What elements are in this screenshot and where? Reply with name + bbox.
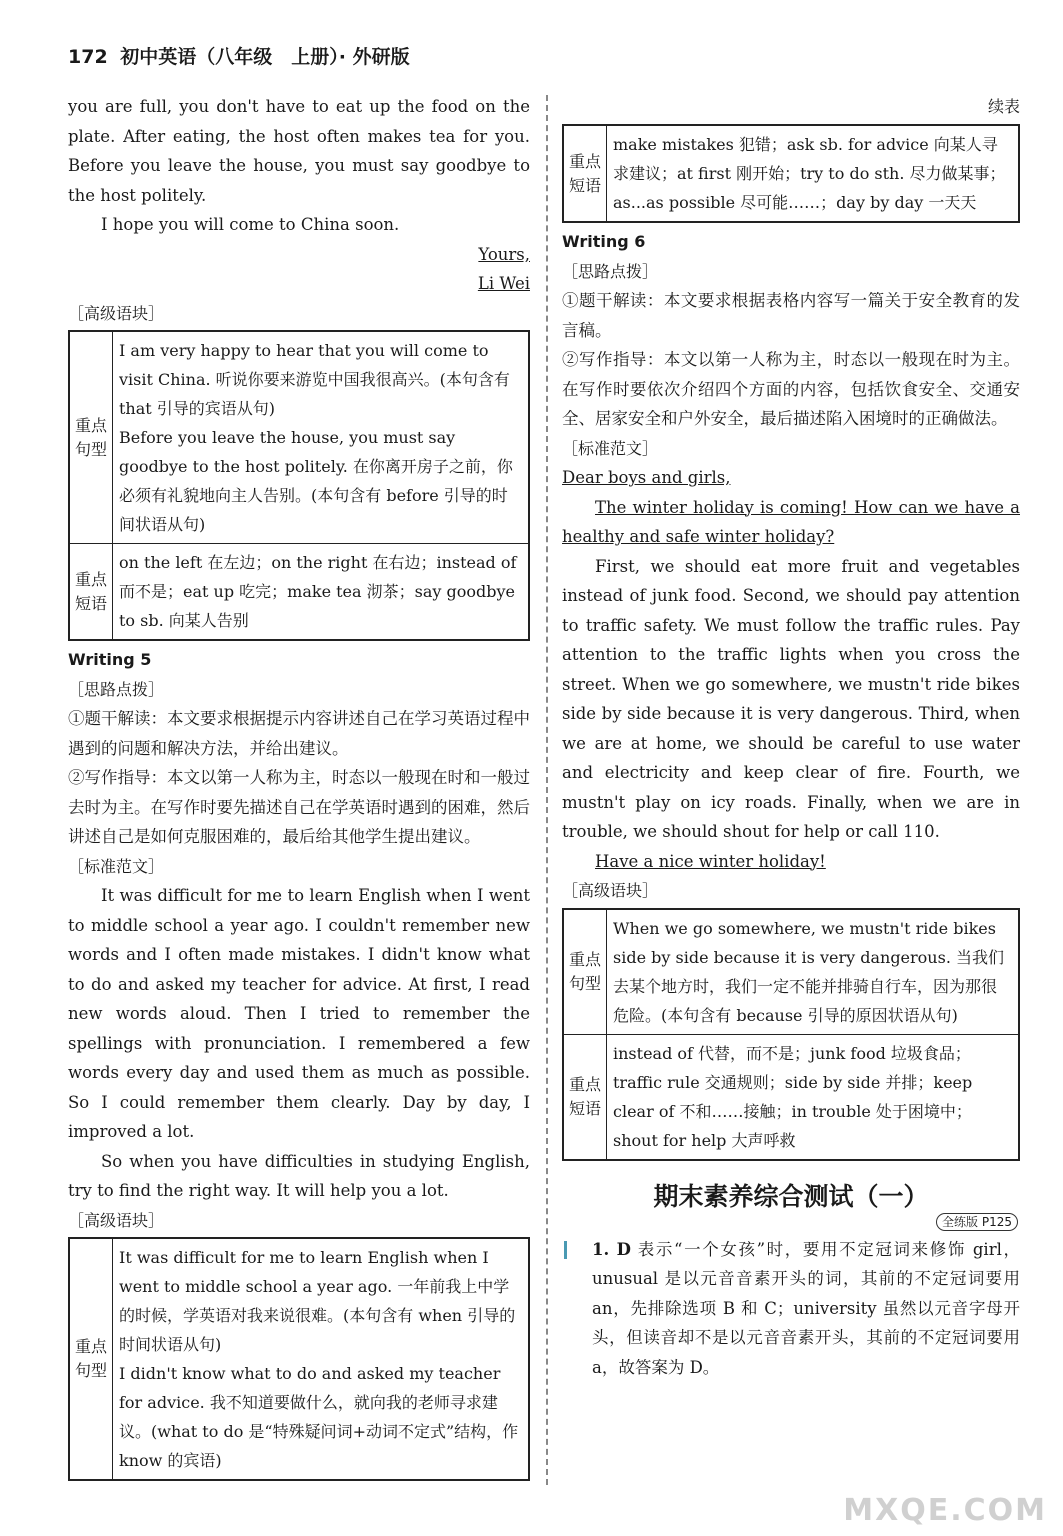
key-points-table	[68, 1237, 530, 1481]
table-row-label: 重点句型	[563, 909, 607, 1035]
key-points-table	[68, 330, 530, 641]
sign-off: Yours,	[478, 244, 530, 264]
test-title: 期末素养综合测试（一）	[653, 1181, 929, 1211]
table-cell	[113, 1238, 530, 1480]
essay-paragraph: It was difficult for me to learn English when I went to middle school a year ago. I couldn't remember new words and I often made mistakes. I didn't know what to do and asked my teacher for advice. At first, I read new words aloud. Then I tried to remember the spellings with pronunciation. I remembered a few words every day and used them as much as possible. So I could remember them clearly. Day by day, I improved a lot.	[68, 886, 530, 1141]
essay-greeting: Dear boys and girls,	[562, 468, 731, 487]
table-row-label: 重点短语	[563, 1034, 607, 1160]
table-row-label: 重点短语	[563, 125, 607, 222]
tip-text: ②写作指导：本文以第一人称为主，时态以一般现在时和一般过去时为主。在写作时要先描述自己在学英语时遇到的困难，然后讲述自己是如何克服困难的，最后给其他学生提出建议。	[68, 768, 530, 846]
tip-text: ①题干解读：本文要求根据表格内容写一篇关于安全教育的发言稿。	[562, 291, 1020, 340]
table-row-label: 重点短语	[69, 544, 113, 641]
model-essay-label: ［标准范文］	[562, 438, 659, 458]
column-divider	[546, 95, 548, 1485]
key-phrases: make mistakes 犯错；ask sb. for advice 向某人寻求建议；at first 刚开始；try to do sth. 尽力做某事；as...as possible 尽可能……；day by day 一天天	[607, 125, 1020, 222]
letter-paragraph: you are full, you don't have to eat up the food on the plate. After eating, the host often makes tea for you. Before you leave the house, you must say goodbye to the host politely.	[68, 97, 530, 205]
key-sentence: Before you leave the house, you must say goodbye to the host politely. 在你离开房子之前，你必须有礼貌地向主人告别。(本句含有 before 引导的时间状语从句)	[119, 428, 513, 534]
writing-5-title: Writing 5	[68, 650, 152, 669]
tip-text: ①题干解读：本文要求根据提示内容讲述自己在学习英语过程中遇到的问题和解决方法，并给出建议。	[68, 709, 530, 758]
key-phrases: on the left 在左边；on the right 在右边；instead of 而不是；eat up 吃完；make tea 沏茶；say goodbye to sb. 向某人告别	[113, 544, 530, 641]
advanced-phrases-label: ［高级语块］	[562, 881, 659, 900]
signature: Li Wei	[477, 274, 530, 293]
key-sentence: It was difficult for me to learn English when I went to middle school a year ago. 一年前我上中学的时候，学英语对我来说很难。(本句含有 when 引导的时间状语从句)	[119, 1248, 516, 1354]
watermark: MXQE.COM	[843, 1493, 1047, 1528]
tips-label: ［思路点拨］	[68, 679, 165, 699]
essay-closing: Have a nice winter holiday!	[595, 851, 826, 871]
table-cell	[113, 331, 530, 544]
essay-paragraph: So when you have difficulties in studying English, try to find the right way. It will help you a lot.	[68, 1151, 530, 1200]
key-points-table	[562, 908, 1020, 1161]
key-sentence: I am very happy to hear that you will come to visit China. 听说你要来游览中国我很高兴。(本句含有 that 引导的宾语从句)	[119, 341, 510, 418]
page-number: 172	[68, 46, 108, 68]
advanced-phrases-label: ［高级语块］	[68, 1210, 165, 1230]
key-sentence: When we go somewhere, we mustn't ride bikes side by side because it is very dangerous. 当我们去某个地方时，我们一定不能并排骑自行车，因为那很危险。(本句含有 because 引导的原因状语从句)	[607, 909, 1020, 1035]
answer-item	[562, 1235, 1020, 1383]
left-column	[68, 92, 530, 1485]
advanced-phrases-label: ［高级语块］	[68, 303, 165, 323]
letter-paragraph: I hope you will come to China soon.	[101, 215, 400, 234]
tip-text: ②写作指导：本文以第一人称为主，时态以一般现在时为主。在写作时要依次介绍四个方面的内容，包括饮食安全、交通安全、居家安全和户外安全，最后描述陷入困境时的正确做法。	[562, 350, 1020, 428]
tips-label: ［思路点拨］	[562, 261, 659, 281]
key-points-table	[562, 124, 1020, 223]
key-phrases: instead of 代替，而不是；junk food 垃圾食品；traffic rule 交通规则；side by side 并排；keep clear of 不和……接触；in trouble 处于困境中；shout for help 大声呼救	[607, 1034, 1020, 1160]
key-sentence: I didn't know what to do and asked my teacher for advice. 我不知道要做什么，就向我的老师寻求建议。(what to do 是“特殊疑问词+动词不定式”结构，作 know 的宾语)	[119, 1364, 519, 1470]
essay-paragraph: First, we should eat more fruit and vegetables instead of junk food. Second, we should pay attention to traffic safety. We must follow the traffic rules. Pay attention to the traffic lights when you cross the street. When we go somewhere, we mustn't ride bikes side by side because it is very dangerous. Third, when we are at home, we should be careful to use water and electricity and keep clear of fire. Fourth, we mustn't play on icy roads. Finally, when we are in trouble, we should shout for help or call 110.	[562, 556, 1020, 841]
right-column	[562, 92, 1020, 1382]
table-row-label: 重点句型	[69, 331, 113, 544]
answer-marker	[564, 1241, 567, 1259]
edition-tag: 全练版 P125	[936, 1213, 1018, 1231]
answer-number: 1. D	[592, 1239, 631, 1259]
table-row-label: 重点句型	[69, 1238, 113, 1480]
book-title: 初中英语（八年级 上册）· 外研版	[120, 46, 410, 68]
answer-explanation: 表示“一个女孩”时，要用不定冠词来修饰 girl，unusual 是以元音音素开头的词，其前的不定冠词要用 an，先排除选项 B 和 C；university 虽然以元音字母开头，但读音却不是以元音音素开头，其前的不定冠词要用 a，故答案为 D。	[592, 1239, 1020, 1377]
model-essay-label: ［标准范文］	[68, 856, 165, 876]
writing-6-title: Writing 6	[562, 232, 646, 251]
essay-paragraph: The winter holiday is coming! How can we have a healthy and safe winter holiday?	[562, 497, 1020, 546]
continued-label: 续表	[987, 97, 1020, 116]
page-header	[68, 42, 410, 69]
